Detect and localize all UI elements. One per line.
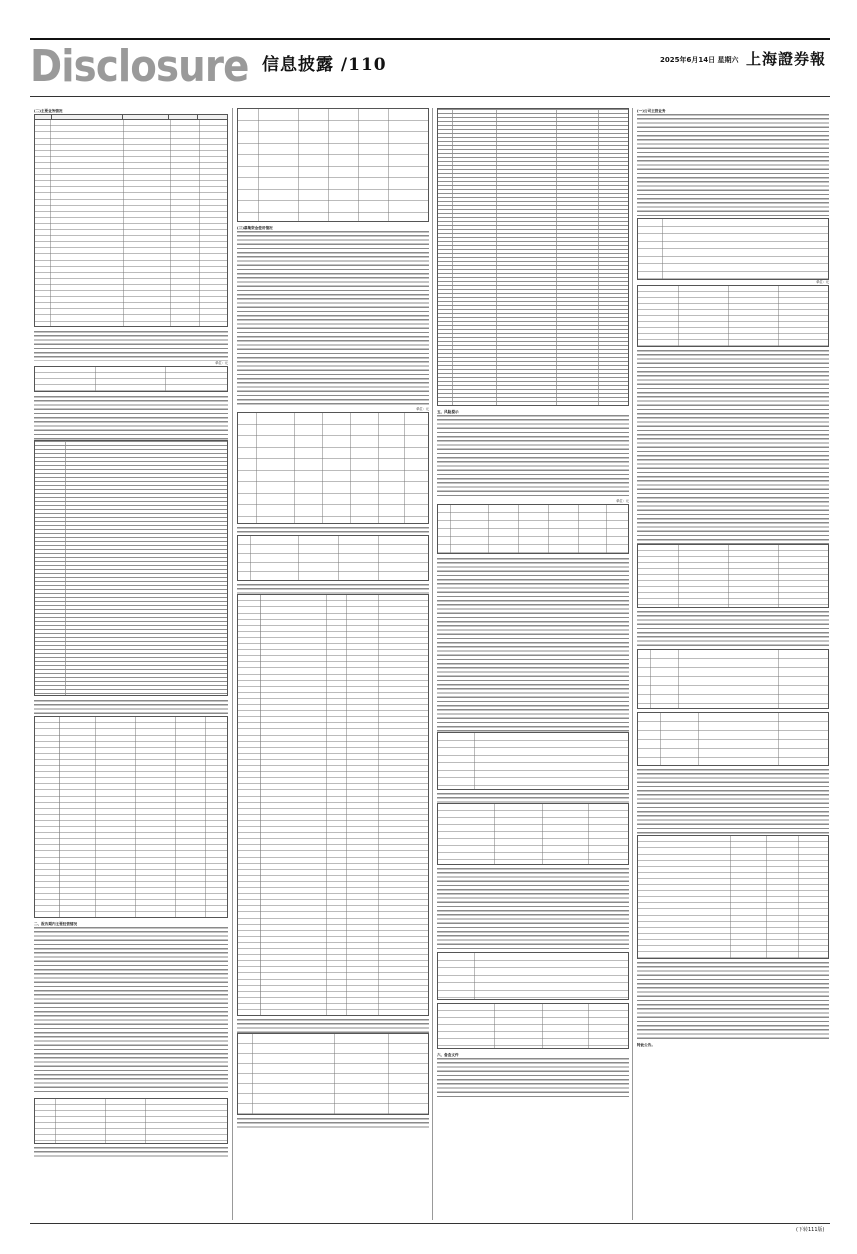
section-heading: (三)募集资金使用情况 bbox=[237, 226, 273, 230]
related-table bbox=[437, 504, 629, 554]
section-heading: (二)主要业务情况 bbox=[34, 109, 63, 113]
unit-label: 单位：元 bbox=[215, 361, 228, 365]
column-divider bbox=[432, 108, 433, 1220]
contract-table bbox=[237, 1033, 429, 1115]
body-text bbox=[237, 1019, 429, 1033]
body-text bbox=[637, 350, 829, 544]
revenue-table bbox=[637, 285, 829, 347]
body-text bbox=[34, 1147, 228, 1159]
body-text bbox=[237, 584, 429, 594]
investment-table bbox=[237, 535, 429, 581]
disclosure-brand: Disclosure bbox=[30, 41, 249, 92]
body-text bbox=[637, 962, 829, 1042]
body-text bbox=[637, 611, 829, 649]
body-text bbox=[34, 396, 228, 440]
body-text bbox=[437, 558, 629, 732]
info-table bbox=[437, 732, 629, 790]
masthead-rule bbox=[30, 96, 830, 97]
section-heading: (一)公司主营业务 bbox=[637, 109, 666, 113]
footer-rule bbox=[30, 1223, 830, 1224]
unit-label: 单位：元 bbox=[816, 280, 829, 284]
column-4 bbox=[637, 108, 829, 1048]
plan-table bbox=[637, 712, 829, 766]
body-text bbox=[34, 331, 228, 361]
fund-table bbox=[237, 412, 429, 524]
info-table-2 bbox=[437, 952, 629, 1000]
patent-table bbox=[237, 594, 429, 1016]
body-text bbox=[437, 868, 629, 952]
body-text bbox=[237, 527, 429, 535]
continued-note: (下转111版) bbox=[796, 1227, 825, 1233]
column-3 bbox=[437, 108, 629, 1098]
risk-table bbox=[437, 108, 629, 406]
column-1 bbox=[34, 108, 228, 1159]
body-text bbox=[34, 700, 228, 716]
table-body bbox=[34, 120, 228, 327]
newspaper-logo: 上海證券報 bbox=[746, 50, 827, 68]
unit-label: 单位：元 bbox=[616, 499, 629, 503]
issue-date: 2025年6月14日 星期六 bbox=[660, 56, 739, 64]
asset-table bbox=[637, 544, 829, 608]
masthead bbox=[30, 38, 830, 94]
column-divider bbox=[232, 108, 233, 1220]
finance-table bbox=[437, 803, 629, 865]
column-2 bbox=[237, 108, 429, 1130]
top-table bbox=[237, 108, 429, 222]
page-title: 信息披露 /110 bbox=[262, 55, 387, 75]
summary-table bbox=[34, 366, 228, 392]
small-table bbox=[34, 1098, 228, 1144]
body-text bbox=[637, 769, 829, 835]
section-heading: 二、报告期内主要经营情况 bbox=[34, 922, 78, 926]
body-text bbox=[637, 114, 829, 218]
unit-label: 单位：元 bbox=[416, 407, 429, 411]
body-text bbox=[437, 1058, 629, 1098]
section-heading: 六、备查文件 bbox=[437, 1053, 459, 1057]
section-heading: 五、风险提示 bbox=[437, 410, 459, 414]
business-table bbox=[34, 440, 228, 696]
segment-table bbox=[34, 716, 228, 918]
body-text bbox=[34, 927, 228, 1095]
closing-text: 特此公告。 bbox=[637, 1043, 655, 1047]
body-text bbox=[237, 1118, 429, 1130]
business-scope-table bbox=[637, 218, 829, 280]
body-text bbox=[437, 793, 629, 803]
products-table bbox=[637, 835, 829, 959]
project-table bbox=[637, 649, 829, 709]
column-divider bbox=[632, 108, 633, 1220]
body-text bbox=[437, 415, 629, 499]
body-text bbox=[237, 231, 429, 407]
finance-table-2 bbox=[437, 1003, 629, 1049]
